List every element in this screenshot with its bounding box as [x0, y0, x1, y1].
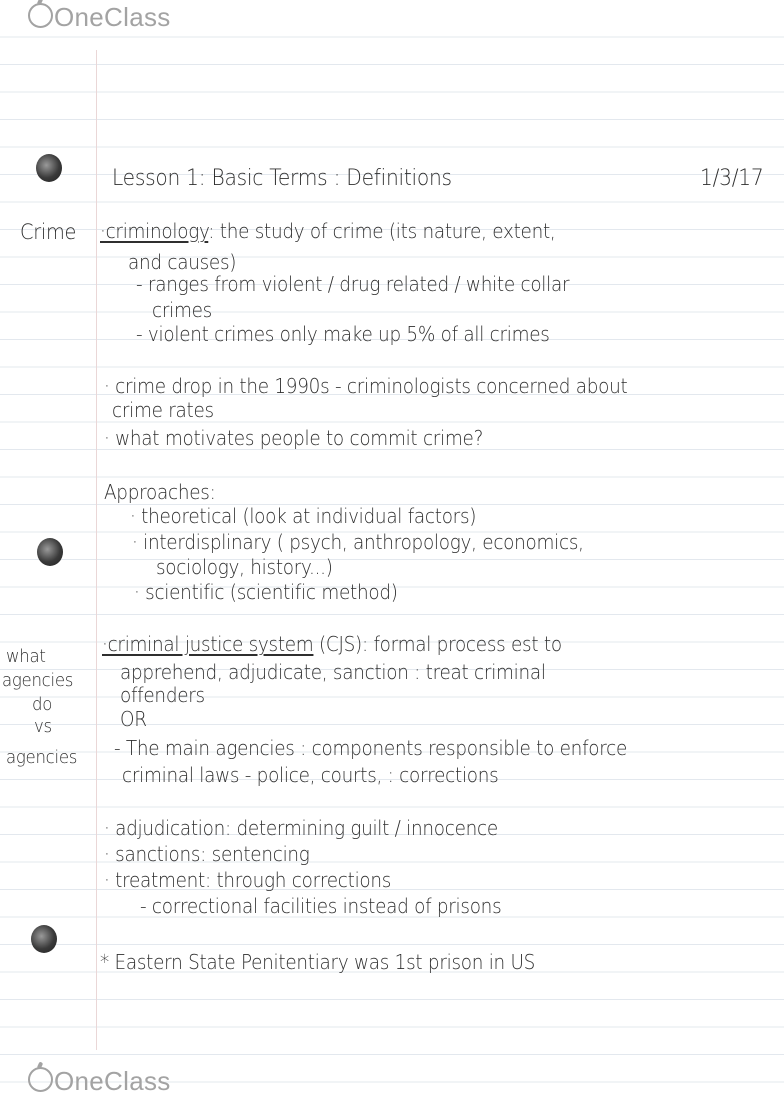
interdisciplinary-line-cont: sociology, history...) [156, 555, 333, 579]
ranges-line-cont: crimes [152, 298, 212, 322]
lesson-date: 1/3/17 [700, 166, 764, 191]
margin-note-agencies-2: agencies [6, 747, 78, 768]
criminology-definition: : the study of crime (its nature, extent, [208, 219, 556, 243]
oneclass-logo-top: OneClass [28, 2, 171, 33]
crime-drop-line-cont: crime rates [112, 398, 214, 422]
margin-note-agencies: agencies [2, 670, 74, 691]
margin-line [96, 50, 97, 1050]
scientific-line: · scientific (scientific method) [134, 580, 398, 604]
logo-mark-icon [28, 1067, 53, 1092]
criminology-definition-cont: and causes) [128, 250, 237, 274]
approaches-heading: Approaches: [104, 480, 216, 504]
eastern-state-line: * Eastern State Penitentiary was 1st prison in US [100, 950, 536, 974]
cjs-line [102, 632, 562, 656]
correctional-line: - correctional facilities instead of prisons [140, 894, 502, 918]
margin-note-vs: vs [34, 716, 52, 737]
theoretical-line: · theoretical (look at individual factors) [130, 504, 477, 528]
treatment-line: · treatment: through corrections [104, 868, 392, 892]
interdisciplinary-line: · interdisplinary ( psych, anthropology, economics, [132, 530, 584, 554]
oneclass-logo-bottom: OneClass [28, 1066, 171, 1097]
binder-hole-2 [37, 538, 63, 566]
binder-hole-3 [31, 925, 57, 953]
motivates-line: · what motivates people to commit crime? [104, 426, 484, 450]
cjs-definition: (CJS): formal process est to [313, 632, 562, 656]
ranges-line: - ranges from violent / drug related / white collar [136, 272, 570, 296]
margin-note-do: do [32, 694, 53, 715]
criminology-term: ·criminology [100, 219, 209, 243]
margin-note-what: what [6, 646, 46, 667]
main-agencies-line: - The main agencies : components responsible to enforce [114, 736, 628, 760]
cjs-definition-cont-2: offenders [120, 683, 205, 707]
adjudication-line: · adjudication: determining guilt / innocence [104, 816, 498, 840]
violent-crimes-line: - violent crimes only make up 5% of all crimes [136, 322, 550, 346]
logo-mark-icon [28, 3, 53, 28]
lesson-title: Lesson 1: Basic Terms : Definitions [112, 166, 452, 191]
main-agencies-line-cont: criminal laws - police, courts, : corrections [122, 763, 499, 787]
cjs-definition-cont: apprehend, adjudicate, sanction : treat criminal [120, 660, 546, 684]
cjs-term: ·criminal justice system [102, 632, 314, 656]
margin-note-crime: Crime [20, 220, 77, 244]
binder-hole-1 [36, 154, 62, 182]
crime-drop-line: · crime drop in the 1990s - criminologists concerned about [104, 374, 628, 398]
sanctions-line: · sanctions: sentencing [104, 842, 310, 866]
or-line: OR [120, 707, 147, 731]
criminology-line [100, 219, 555, 243]
